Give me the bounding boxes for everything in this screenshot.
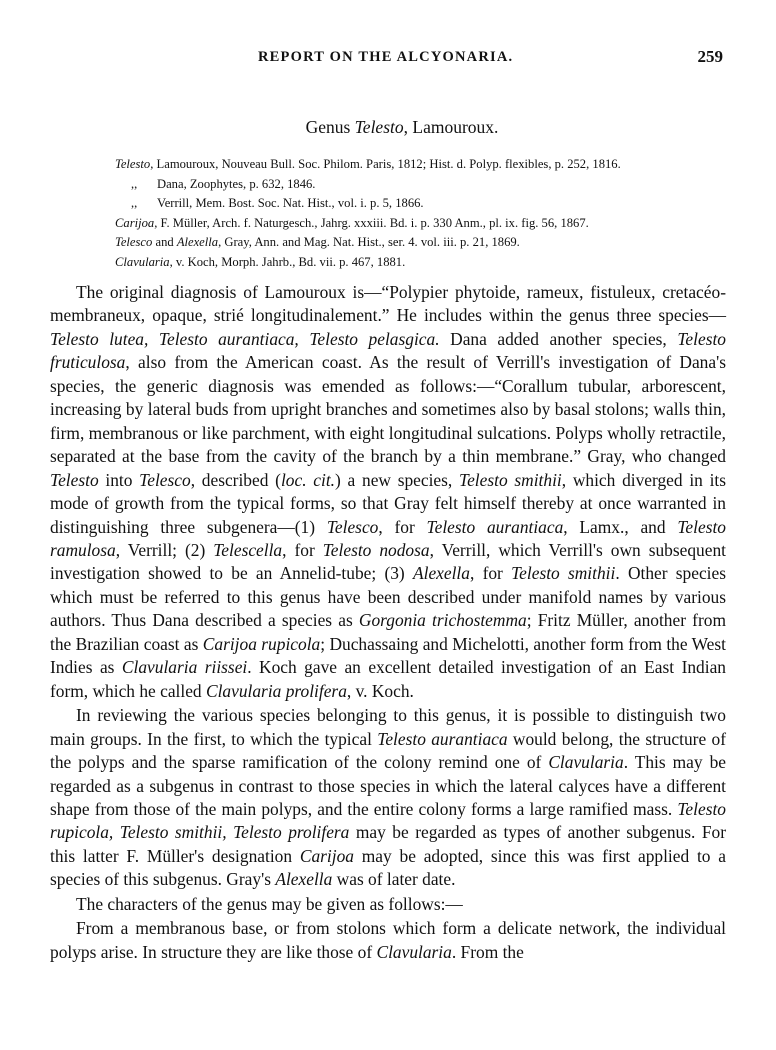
italic-term: Telescella [213,539,283,560]
text-run: ; Fritz Müller, another from the Brazilian coast as [50,610,726,654]
text-run: ; Duchassaing and Michelotti, another form from the West Indies as [50,633,726,678]
ditto-mark: ,, [131,176,138,191]
text-run: ) a new species, [335,469,460,490]
italic-term: Clavularia [376,941,452,962]
text-run: , v. Koch. [346,680,414,701]
synonym-citation: Verrill, Mem. Bost. Soc. Nat. Hist., vol. i. p. 5, 1866. [157,196,424,210]
synonym-conjunction: and [152,235,177,249]
text-run: . Other species which must be referred to this genus have been described under manifold names by various authors. Thus Dana described a species as [50,563,727,631]
text-run: Dana added another species, [439,328,678,349]
italic-term: Carijoa rupicola [202,633,321,654]
text-run: . Koch gave an excellent detailed investigation of an East Indian form, which he called [50,657,726,701]
text-run: The original diagnosis of Lamouroux is—“Polypier phytoide, rameux, fistuleux, cretacéo-membraneux, opaque, strié longitudinalement.” He includes within the genus three species— [50,282,726,326]
italic-term: Telesto smithii [511,563,616,584]
synonym-name: Carijoa [115,215,155,230]
paragraph [50,917,726,964]
synonym-citation: , F. Müller, Arch. f. Naturgesch., Jahrg. xxxiii. Bd. i. p. 330 Anm., pl. ix. fig. 56, 1867. [154,215,589,230]
synonymy-entry [115,194,735,214]
synonym-name: Telesco [115,235,153,249]
text-run: , also from the American coast. As the result of Verrill's investigation of Dana's species, the generic diagnosis was emended as follows:—“Corallum tubular, arborescent, increasing by lateral buds from upright branches and sometimes also by basal stolons; walls thin, firm, membranous or like parchment, with eight longitudinal sulcations. Polyps wholly retractile, separated at the base from the cavity of the branch by a thin membrane.” Gray, who changed [50,352,726,467]
text-run: into [98,469,140,490]
italic-term: Telesto [50,469,99,490]
synonymy-list [115,155,735,272]
italic-term: Clavularia [548,752,624,773]
paragraph [50,893,726,916]
synonym-citation: , v. Koch, Morph. Jahrb., Bd. vii. p. 467, 1881. [169,254,406,269]
italic-term: Telesto aurantiaca [426,516,564,537]
body-text [50,281,726,964]
running-head [0,49,776,71]
italic-term: Gorgonia trichostemma [358,610,527,631]
text-run: , Verrill; (2) [115,539,214,560]
italic-term: Carijoa [299,845,354,866]
text-run: , which diverged in its mode of growth from the typical forms, so that Gray felt himself thereby at once warranted in distinguishing three subgenera—(1) [50,469,727,537]
italic-term: Telesto nodosa [322,539,430,560]
running-title: REPORT ON THE ALCYONARIA. [258,49,514,65]
text-run: The characters of the genus may be given as follows:— [76,893,463,914]
synonym-name: Alexella [176,235,219,249]
italic-term: Clavularia prolifera [205,680,347,701]
italic-term: Telesto lutea, Telesto aurantiaca, Telesto pelasgica. [50,328,440,349]
italic-term: Telesto ramulosa [50,516,726,560]
italic-term: Telesto smithii [459,469,562,490]
italic-term: Alexella [275,869,333,890]
genus-name: Telesto [354,117,404,137]
text-run: . From the [451,941,524,962]
synonym-citation: Dana, Zoophytes, p. 632, 1846. [157,176,316,191]
italic-term: Clavularia riissei [121,657,248,678]
text-run: may be regarded as types of another subgenus. For this latter F. Müller's designation [50,822,726,866]
text-run: may be adopted, since this was first applied to a species of this subgenus. Gray's [50,845,726,890]
synonym-name: Telesto [115,157,151,171]
synonym-citation: , Gray, Ann. and Mag. Nat. Hist., ser. 4. vol. iii. p. 21, 1869. [218,235,520,249]
text-run: , for [378,516,427,537]
text-run: , for [469,563,512,584]
genus-authority: , Lamouroux. [403,117,499,137]
text-run: was of later date. [332,869,456,890]
text-run: , for [282,539,323,560]
page-number: 259 [697,47,723,66]
text-run: , Verrill, which Verrill's own subsequent investigation showed to be an Annelid-tube; (3) [50,539,726,584]
italic-term: Alexella [412,563,470,584]
text-run: , Lamx., and [563,516,678,537]
text-run: From a membranous base, or from stolons which form a delicate network, the individual polyps arise. In structure they are like those of [50,918,726,962]
italic-term: Telesto fruticulosa [50,328,726,373]
text-run: would belong, the structure of the polyps and the sparse ramification of the colony remind one of [50,728,727,773]
italic-term: loc. cit. [280,469,336,490]
text-run: In reviewing the various species belonging to this genus, it is possible to distinguish two main groups. In the first, to which the typical [50,705,726,749]
text-run: , described ( [190,469,281,490]
synonymy-entry [115,155,735,175]
italic-term: Telesto aurantiaca [377,728,508,749]
italic-term: Telesco [326,516,379,537]
synonymy-entry [115,253,735,273]
italic-term: Telesto rupicola, Telesto smithii, Telesto prolifera [50,798,726,843]
italic-term: Telesco [139,469,191,490]
synonymy-entry [115,214,735,234]
paragraph [50,281,726,703]
synonym-name: Clavularia [115,254,170,269]
ditto-mark: ,, [131,196,138,210]
synonym-citation: , Lamouroux, Nouveau Bull. Soc. Philom. Paris, 1812; Hist. d. Polyp. flexibles, p. 252, 1816. [150,157,621,171]
genus-prefix: Genus [305,117,355,137]
synonymy-entry [115,175,735,195]
genus-heading [0,117,776,138]
paragraph [50,704,726,892]
text-run: . This may be regarded as a subgenus in contrast to those species in which the lateral calyces have a different shape from those of the main polyps, and the entire colony forms a large ramified mass. [50,752,727,819]
synonymy-entry [115,233,735,253]
